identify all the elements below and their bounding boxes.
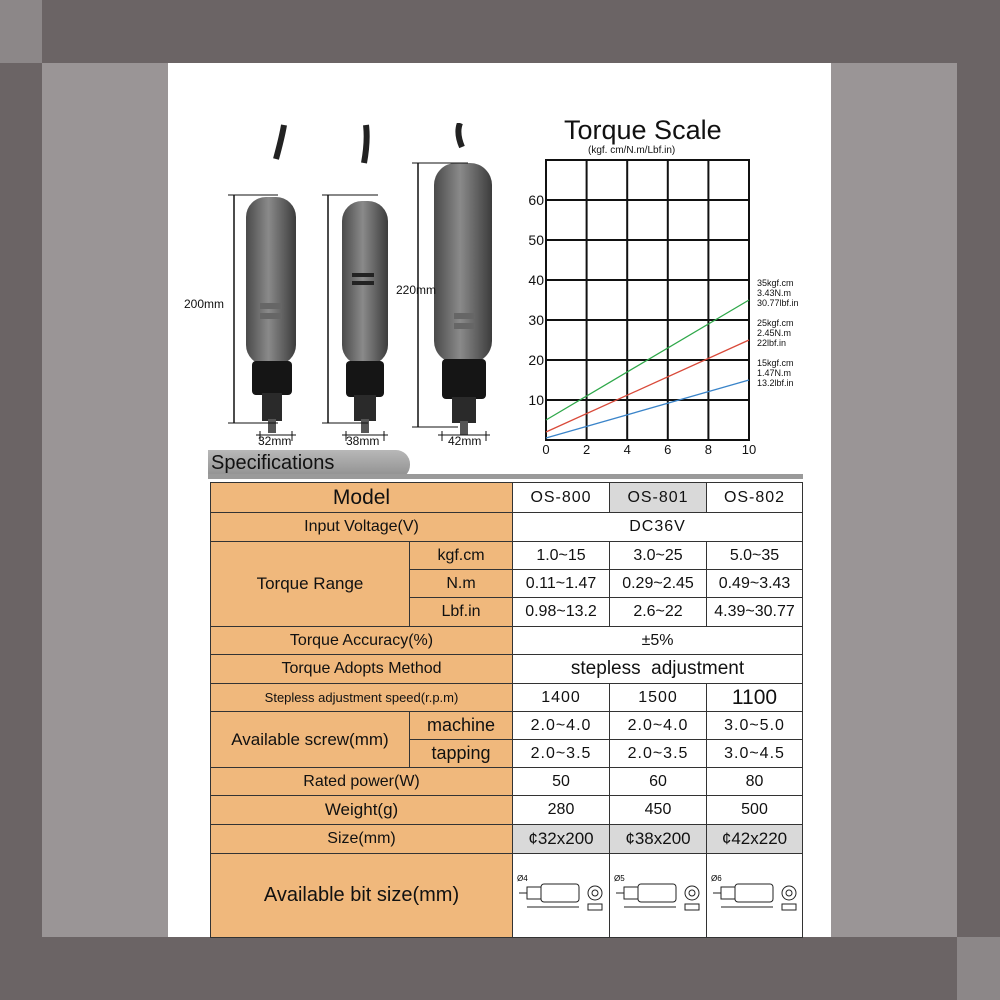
- product-images: [168, 123, 508, 453]
- size-label: Size(mm): [211, 825, 513, 854]
- screw-label: Available screw(mm): [211, 712, 410, 768]
- table-row: [211, 768, 803, 796]
- bit-diameter-label: Ø4: [517, 873, 528, 883]
- input-voltage-value: DC36V: [513, 513, 803, 542]
- table-row: [211, 483, 803, 513]
- bit-drawing-icon: [612, 871, 704, 921]
- table-row: [211, 655, 803, 684]
- torque-value: 1.0~15: [513, 542, 610, 570]
- chart-frame: [546, 160, 749, 440]
- y-tick-label: 50: [528, 232, 544, 248]
- bit-size-label: Available bit size(mm): [211, 854, 513, 938]
- bit-drawing-icon: [709, 871, 801, 921]
- torque-value: 0.49~3.43: [707, 570, 803, 598]
- torque-value: 0.11~1.47: [513, 570, 610, 598]
- screw-value: 2.0~4.0: [513, 712, 610, 740]
- torque-line-2: [546, 380, 749, 438]
- x-tick-label: 4: [623, 442, 631, 457]
- torque-value: 4.39~30.77: [707, 598, 803, 627]
- power-value: 60: [610, 768, 707, 796]
- power-value: 80: [707, 768, 803, 796]
- bit-diameter-label: Ø5: [614, 873, 625, 883]
- model-os-801: OS-801: [610, 483, 707, 513]
- y-tick-label: 10: [528, 392, 544, 408]
- width-label-32: 32mm: [258, 434, 292, 448]
- weight-label: Weight(g): [211, 796, 513, 825]
- bit-drawing-icon: [515, 871, 607, 921]
- width-label-42: 42mm: [448, 434, 482, 448]
- frame-bottom-right: [957, 937, 1000, 1000]
- torque-value: 2.6~22: [610, 598, 707, 627]
- torque-scale-chart: [518, 153, 808, 463]
- power-value: 50: [513, 768, 610, 796]
- frame-right-strip: [831, 63, 957, 937]
- torque-annotation: 15kgf.cm: [757, 358, 794, 368]
- torque-unit-lbf: Lbf.in: [410, 598, 513, 627]
- torque-unit-kgf: kgf.cm: [410, 542, 513, 570]
- table-row: [211, 825, 803, 854]
- screw-type-tapping: tapping: [410, 740, 513, 768]
- x-tick-label: 2: [582, 442, 591, 457]
- speed-value: 1500: [610, 684, 707, 712]
- input-voltage-label: Input Voltage(V): [211, 513, 513, 542]
- model-os-802: OS-802: [707, 483, 803, 513]
- speed-value: 1400: [513, 684, 610, 712]
- table-row: [211, 542, 803, 570]
- torque-line-1: [546, 340, 749, 432]
- screw-value: 3.0~4.5: [707, 740, 803, 768]
- table-row: [211, 627, 803, 655]
- specifications-title: Specifications: [211, 452, 335, 474]
- torque-accuracy-value: ±5%: [513, 627, 803, 655]
- chart-title: Torque Scale: [564, 115, 722, 145]
- speed-label: Stepless adjustment speed(r.p.m): [211, 684, 513, 712]
- bit-drawing-cell: [707, 854, 803, 938]
- width-label-38: 38mm: [346, 434, 380, 448]
- torque-value: 5.0~35: [707, 542, 803, 570]
- torque-method-label: Torque Adopts Method: [211, 655, 513, 684]
- model-os-800: OS-800: [513, 483, 610, 513]
- torque-unit-nm: N.m: [410, 570, 513, 598]
- y-tick-label: 40: [528, 272, 544, 288]
- bit-diameter-label: Ø6: [710, 873, 722, 883]
- height-label-200: 200mm: [184, 297, 225, 311]
- bit-drawing-cell: [513, 854, 610, 938]
- product-sheet: [168, 63, 831, 937]
- screwdriver-os-801-image: [322, 125, 388, 441]
- screwdriver-os-800-image: [228, 125, 296, 441]
- table-row: [211, 684, 803, 712]
- screw-value: 2.0~4.0: [610, 712, 707, 740]
- weight-value: 280: [513, 796, 610, 825]
- power-label: Rated power(W): [211, 768, 513, 796]
- torque-method-value: stepless adjustment: [513, 655, 803, 684]
- table-row: [211, 513, 803, 542]
- torque-annotation: 3.43N.m: [757, 288, 792, 298]
- torque-value: 0.29~2.45: [610, 570, 707, 598]
- x-tick-label: 0: [542, 442, 550, 457]
- x-tick-label: 10: [741, 442, 757, 457]
- x-tick-label: 8: [704, 442, 713, 457]
- bit-drawing-cell: [610, 854, 707, 938]
- frame-top-left: [0, 0, 42, 63]
- screw-value: 2.0~3.5: [513, 740, 610, 768]
- table-row: [211, 854, 803, 938]
- size-value: ¢42x220: [707, 825, 803, 854]
- torque-annotation: 35kgf.cm: [757, 278, 794, 288]
- table-row: [211, 712, 803, 740]
- weight-value: 500: [707, 796, 803, 825]
- torque-value: 0.98~13.2: [513, 598, 610, 627]
- table-row: [211, 796, 803, 825]
- size-value: ¢38x200: [610, 825, 707, 854]
- y-tick-label: 30: [528, 312, 544, 328]
- height-label-220: 220mm: [396, 283, 437, 297]
- screw-value: 3.0~5.0: [707, 712, 803, 740]
- torque-range-label: Torque Range: [211, 542, 410, 627]
- size-value: ¢32x200: [513, 825, 610, 854]
- weight-value: 450: [610, 796, 707, 825]
- spec-table: [210, 482, 803, 938]
- speed-value: 1100: [707, 684, 803, 712]
- model-label: Model: [211, 483, 513, 513]
- torque-annotation: 25kgf.cm: [757, 318, 794, 328]
- y-tick-label: 60: [528, 192, 544, 208]
- torque-annotation: 22lbf.in: [757, 338, 787, 348]
- screw-value: 2.0~3.5: [610, 740, 707, 768]
- x-tick-label: 6: [664, 442, 672, 457]
- torque-annotation: 30.77lbf.in: [757, 298, 799, 308]
- torque-annotation: 13.2lbf.in: [757, 378, 794, 388]
- screwdriver-os-802-image: [412, 123, 492, 441]
- torque-accuracy-label: Torque Accuracy(%): [211, 627, 513, 655]
- torque-annotation: 2.45N.m: [757, 328, 792, 338]
- y-tick-label: 20: [528, 352, 544, 368]
- frame-left-strip: [42, 63, 168, 937]
- chart-subtitle: (kgf. cm/N.m/Lbf.in): [588, 145, 676, 156]
- torque-annotation: 1.47N.m: [757, 368, 792, 378]
- screw-type-machine: machine: [410, 712, 513, 740]
- torque-value: 3.0~25: [610, 542, 707, 570]
